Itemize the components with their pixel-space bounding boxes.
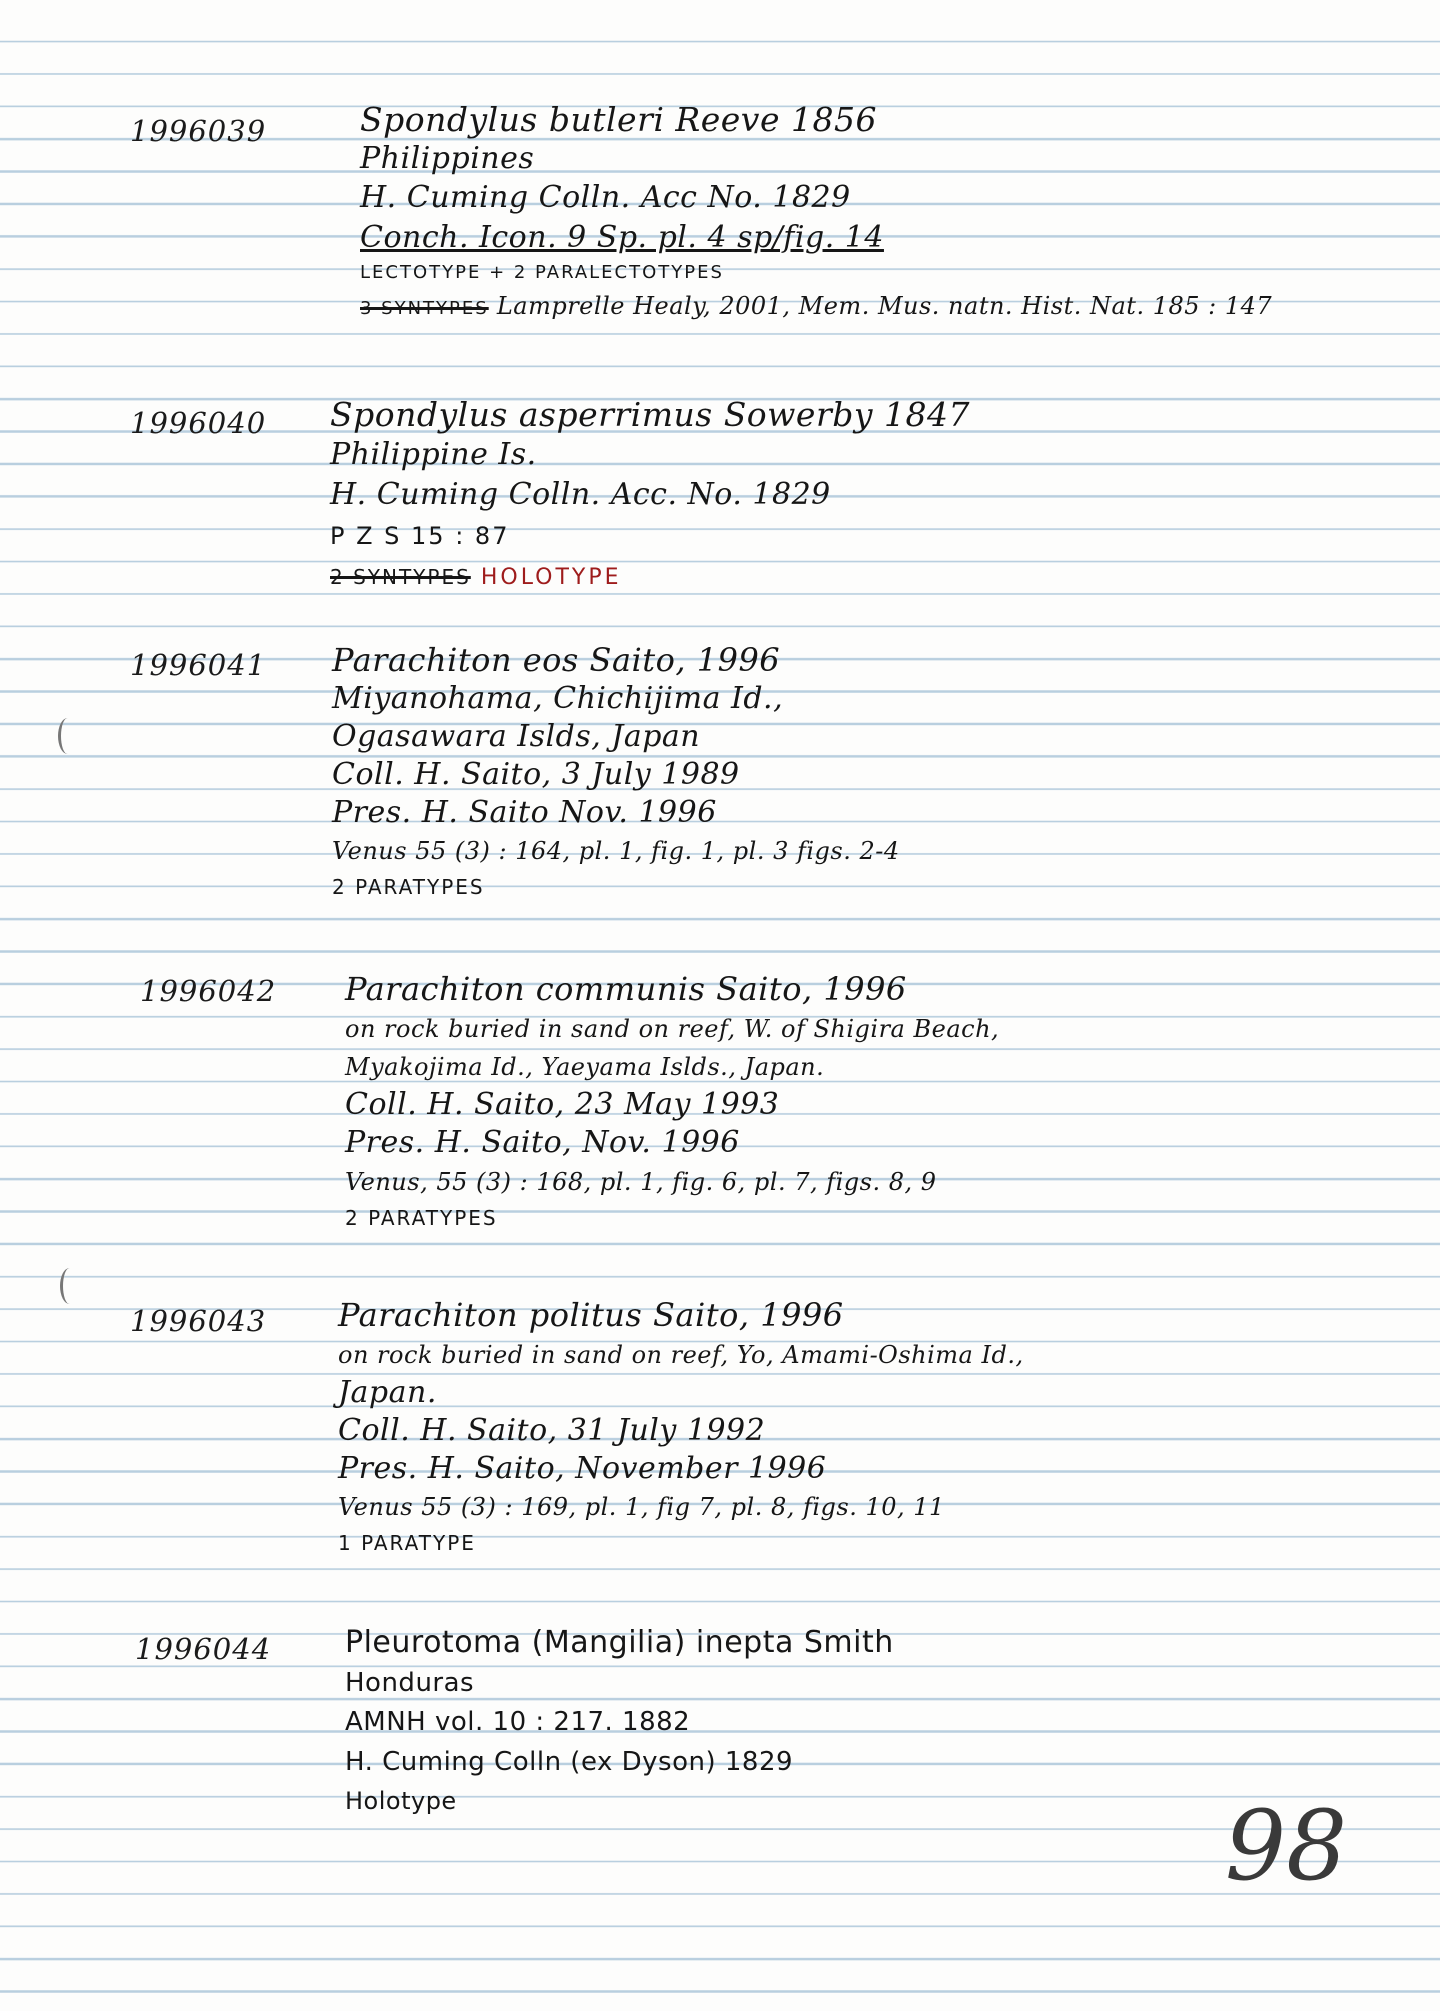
locality: Myakojima Id., Yaeyama Islds., Japan.: [345, 1053, 825, 1081]
species-name: Parachiton politus Saito, 1996: [338, 1296, 844, 1334]
page-number: 98: [1225, 1790, 1348, 1902]
locality: Philippine Is.: [330, 437, 537, 472]
type-status: Holotype: [345, 1787, 457, 1815]
collection: H. Cuming Colln (ex Dyson) 1829: [345, 1747, 794, 1777]
entry-lines: [345, 1622, 894, 1820]
type-status: 1 PARATYPE: [338, 1531, 476, 1555]
accession-number: 1996041: [130, 648, 267, 682]
reference-note: [360, 288, 1272, 327]
locality: Miyanohama, Chichijima Id.,: [332, 681, 784, 716]
collector: Coll. H. Saito, 3 July 1989: [332, 757, 740, 792]
species-name: Parachiton communis Saito, 1996: [345, 970, 907, 1008]
entry-lines: [345, 968, 999, 1234]
accession-number: 1996039: [130, 114, 267, 148]
species-name: Parachiton eos Saito, 1996: [332, 641, 781, 679]
reference: P Z S 15 : 87: [330, 522, 510, 550]
collector: Coll. H. Saito, 31 July 1992: [338, 1413, 766, 1448]
locality: Japan.: [338, 1375, 437, 1410]
reference: Venus 55 (3) : 164, pl. 1, fig. 1, pl. 3 figs. 2-4: [332, 837, 900, 865]
species-name: Spondylus asperrimus Sowerby 1847: [330, 395, 970, 434]
accession-number: 1996044: [135, 1632, 272, 1666]
punch-hole-mark: [58, 718, 77, 754]
locality: Philippines: [360, 141, 535, 176]
collection: H. Cuming Colln. Acc. No. 1829: [330, 477, 831, 512]
type-status: LECTOTYPE + 2 PARALECTOTYPES: [360, 262, 724, 283]
punch-hole-mark: [60, 1268, 79, 1304]
struck-type-status: 3 SYNTYPES: [360, 298, 489, 319]
reference: Venus, 55 (3) : 168, pl. 1, fig. 6, pl. 7, figs. 8, 9: [345, 1168, 937, 1196]
type-status: 2 PARATYPES: [345, 1206, 498, 1230]
collection: H. Cuming Colln. Acc No. 1829: [360, 180, 851, 215]
entry-lines: [332, 640, 900, 904]
reference-citation: Lamprelle Healy, 2001, Mem. Mus. natn. Hist. Nat. 185 : 147: [496, 292, 1273, 320]
reference: AMNH vol. 10 : 217. 1882: [345, 1707, 691, 1737]
locality: Ogasawara Islds, Japan: [332, 719, 701, 754]
species-name: Spondylus butleri Reeve 1856: [360, 100, 877, 139]
accession-number: 1996043: [130, 1304, 267, 1338]
type-status: 2 PARATYPES: [332, 875, 485, 899]
presented-by: Pres. H. Saito, November 1996: [338, 1451, 827, 1486]
reference: Venus 55 (3) : 169, pl. 1, fig 7, pl. 8, figs. 10, 11: [338, 1493, 945, 1521]
corrected-type-status: HOLOTYPE: [480, 565, 622, 590]
reference: Conch. Icon. 9 Sp. pl. 4 sp/fig. 14: [360, 220, 884, 255]
presented-by: Pres. H. Saito Nov. 1996: [332, 795, 717, 830]
habitat: on rock buried in sand on reef, W. of Shigira Beach,: [345, 1015, 1000, 1043]
struck-type-status: 2 SYNTYPES: [330, 565, 471, 589]
accession-number: 1996040: [130, 406, 267, 440]
species-name: Pleurotoma (Mangilia) inepta Smith: [345, 1625, 894, 1660]
habitat: on rock buried in sand on reef, Yo, Amami-Oshima Id.,: [338, 1341, 1024, 1369]
collector: Coll. H. Saito, 23 May 1993: [345, 1087, 780, 1122]
entry-lines: [338, 1294, 1024, 1560]
entry-lines: [360, 100, 1272, 327]
entry-lines: [330, 394, 970, 597]
presented-by: Pres. H. Saito, Nov. 1996: [345, 1125, 740, 1160]
type-status: [330, 556, 970, 597]
locality: Honduras: [345, 1668, 475, 1698]
accession-number: 1996042: [140, 974, 277, 1008]
